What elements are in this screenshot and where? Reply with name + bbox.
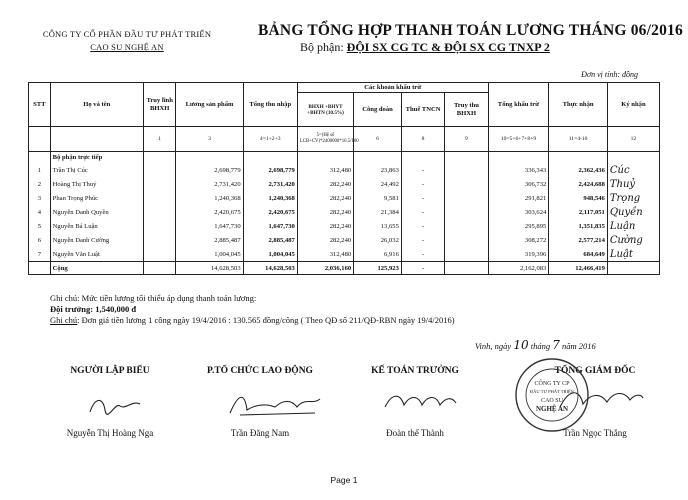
row-bhxh: 312,480 bbox=[297, 247, 353, 262]
row-tong-khau-tru: 306,732 bbox=[488, 177, 549, 191]
row-thue: - bbox=[401, 233, 444, 247]
index-cell bbox=[50, 127, 143, 152]
total-label: Cộng bbox=[50, 262, 143, 275]
index-cell: 8 bbox=[401, 127, 444, 152]
header-ky-nhan: Ký nhận bbox=[607, 83, 659, 127]
note-unit-price-text: : Đơn giá tiền lương 1 công ngày 19/4/2016 : 130.565 đồng/công ( Theo QĐ số 211/QĐ-RBN ngày 19/4/2016) bbox=[77, 315, 455, 325]
row-thue: - bbox=[401, 247, 444, 262]
header-cong-doan: Công đoàn bbox=[354, 93, 402, 127]
currency-unit: Đơn vị tính: đồng bbox=[581, 70, 638, 79]
row-signature: Cường bbox=[607, 233, 659, 247]
row-tong-khau-tru: 336,343 bbox=[488, 163, 549, 177]
row-thuc-nhan: 948,546 bbox=[549, 191, 608, 205]
row-stt: 1 bbox=[29, 163, 51, 177]
header-truy-linh: Truy lĩnh BHXH bbox=[143, 83, 176, 127]
row-tong-khau-tru: 295,895 bbox=[488, 219, 549, 233]
row-truy-linh bbox=[143, 163, 176, 177]
name-chief-accountant: Đoàn thế Thành bbox=[386, 428, 444, 438]
notes bbox=[50, 293, 455, 326]
row-tong-thu-nhap: 1,647,730 bbox=[243, 219, 297, 233]
role-general-director: TỔNG GIÁM ĐỐC bbox=[554, 366, 636, 376]
row-tong-thu-nhap: 1,240,368 bbox=[243, 191, 297, 205]
date-month-label: tháng bbox=[530, 341, 551, 351]
payroll-table bbox=[28, 82, 660, 275]
section-cell bbox=[607, 152, 659, 164]
row-signature: Thuỷ bbox=[607, 177, 659, 191]
role-labor: P.TỔ CHỨC LAO ĐỘNG bbox=[207, 366, 313, 376]
signature-chief-accountant bbox=[380, 385, 460, 415]
total-thue: - bbox=[401, 262, 444, 275]
row-luong-sp: 2,731,420 bbox=[176, 177, 243, 191]
company-name bbox=[22, 28, 232, 54]
index-cell bbox=[29, 127, 51, 152]
total-luong-sp: 14,628,503 bbox=[176, 262, 243, 275]
total-bhxh: 2,036,160 bbox=[297, 262, 353, 275]
row-thue: - bbox=[401, 177, 444, 191]
row-tong-khau-tru: 291,821 bbox=[488, 191, 549, 205]
row-signature: Luật bbox=[607, 247, 659, 262]
row-stt: 3 bbox=[29, 191, 51, 205]
payroll-rows bbox=[29, 163, 660, 262]
total-cong-doan: 125,923 bbox=[354, 262, 402, 275]
row-luong-sp: 2,420,675 bbox=[176, 205, 243, 219]
row-cong-doan: 24,492 bbox=[354, 177, 402, 191]
stamp-line-1: CÔNG TY CP bbox=[534, 381, 570, 387]
name-preparer: Nguyễn Thị Hoàng Nga bbox=[66, 428, 154, 438]
row-truy-thu bbox=[445, 233, 488, 247]
signature-general-director bbox=[555, 382, 645, 417]
total-cell bbox=[143, 262, 176, 275]
section-cell bbox=[143, 152, 176, 164]
signature-preparer bbox=[85, 392, 145, 422]
table-row bbox=[29, 233, 660, 247]
row-signature: Trọng bbox=[607, 191, 659, 205]
row-bhxh: 282,240 bbox=[297, 177, 353, 191]
header-stt: STT bbox=[29, 83, 51, 127]
row-stt: 5 bbox=[29, 219, 51, 233]
row-thue: - bbox=[401, 191, 444, 205]
row-tong-khau-tru: 308,272 bbox=[488, 233, 549, 247]
note-min-wage: Ghi chú: Mức tiền lương tối thiểu áp dụng thanh toán lương: bbox=[50, 293, 257, 303]
row-tong-thu-nhap: 2,885,487 bbox=[243, 233, 297, 247]
name-labor: Trần Đăng Nam bbox=[230, 428, 290, 438]
date-prefix: Vinh, ngày bbox=[475, 341, 512, 351]
note-unit-price bbox=[50, 315, 455, 326]
total-cell bbox=[607, 262, 659, 275]
row-luong-sp: 1,647,730 bbox=[176, 219, 243, 233]
section-cell bbox=[243, 152, 297, 164]
section-cell bbox=[488, 152, 549, 164]
row-truy-linh bbox=[143, 233, 176, 247]
row-truy-linh bbox=[143, 219, 176, 233]
row-signature: Cúc bbox=[607, 163, 659, 177]
section-cell bbox=[29, 152, 51, 164]
index-cell: 11=4-10 bbox=[549, 127, 608, 152]
row-cong-doan: 13,655 bbox=[354, 219, 402, 233]
table-row bbox=[29, 177, 660, 191]
row-tong-khau-tru: 303,624 bbox=[488, 205, 549, 219]
page-number: Page 1 bbox=[330, 475, 358, 485]
stamp-line-3: CAO SU bbox=[541, 398, 563, 404]
document-title: BẢNG TỔNG HỢP THANH TOÁN LƯƠNG THÁNG 06/2016 bbox=[258, 22, 683, 39]
header-bhxh: BHXH +BHYT +BHTN (10.5%) bbox=[297, 93, 353, 127]
index-cell: 12 bbox=[607, 127, 659, 152]
row-name: Hoàng Thị Thuỷ bbox=[50, 177, 143, 191]
header-khau-tru: Các khoản khấu trừ bbox=[297, 83, 488, 93]
total-tong-thu-nhap: 14,628,503 bbox=[243, 262, 297, 275]
row-stt: 4 bbox=[29, 205, 51, 219]
row-bhxh: 282,240 bbox=[297, 191, 353, 205]
row-cong-doan: 26,032 bbox=[354, 233, 402, 247]
row-name: Nguyễn Văn Luật bbox=[50, 247, 143, 262]
total-cell bbox=[445, 262, 488, 275]
stamp-line-4: NGHỆ AN bbox=[535, 405, 569, 413]
total-row bbox=[29, 262, 660, 275]
row-thue: - bbox=[401, 205, 444, 219]
row-signature: Luận bbox=[607, 219, 659, 233]
section-cell bbox=[445, 152, 488, 164]
table-row bbox=[29, 205, 660, 219]
row-name: Nguyễn Bá Luận bbox=[50, 219, 143, 233]
total-tong-khau-tru: 2,162,083 bbox=[488, 262, 549, 275]
row-thue: - bbox=[401, 163, 444, 177]
row-cong-doan: 9,581 bbox=[354, 191, 402, 205]
section-cell bbox=[176, 152, 243, 164]
index-cell: 5=(Hệ số LCB+CV)*2400000*10.5/100 bbox=[297, 127, 353, 152]
row-truy-linh bbox=[143, 247, 176, 262]
total-thuc-nhan: 12,466,419 bbox=[549, 262, 608, 275]
header-truy-thu: Truy thu BHXH bbox=[445, 93, 488, 127]
section-label: Bộ phận trực tiếp bbox=[50, 152, 143, 164]
row-tong-thu-nhap: 2,420,675 bbox=[243, 205, 297, 219]
row-truy-linh bbox=[143, 177, 176, 191]
table-row bbox=[29, 191, 660, 205]
note-label: Ghi chú bbox=[50, 315, 78, 325]
row-thuc-nhan: 2,577,214 bbox=[549, 233, 608, 247]
table-row bbox=[29, 247, 660, 262]
row-name: Nguyễn Danh Cường bbox=[50, 233, 143, 247]
total-cell bbox=[29, 262, 51, 275]
index-cell: 10=5+6+7+8+9 bbox=[488, 127, 549, 152]
row-signature: Quyền bbox=[607, 205, 659, 219]
row-luong-sp: 2,698,779 bbox=[176, 163, 243, 177]
row-truy-thu bbox=[445, 163, 488, 177]
section-cell bbox=[297, 152, 353, 164]
header-name: Họ và tên bbox=[50, 83, 143, 127]
row-truy-thu bbox=[445, 247, 488, 262]
row-thuc-nhan: 2,362,436 bbox=[549, 163, 608, 177]
index-cell: 9 bbox=[445, 127, 488, 152]
index-cell: 6 bbox=[354, 127, 402, 152]
role-chief-accountant: KẾ TOÁN TRƯỞNG bbox=[371, 366, 459, 376]
department-label: Bộ phận: bbox=[300, 40, 344, 54]
row-stt: 7 bbox=[29, 247, 51, 262]
header-thue: Thuế TNCN bbox=[401, 93, 444, 127]
company-line-2: CAO SU NGHỆ AN bbox=[90, 42, 164, 52]
signature-labor bbox=[225, 385, 325, 420]
row-luong-sp: 1,240,368 bbox=[176, 191, 243, 205]
section-cell bbox=[401, 152, 444, 164]
stamp-line-2: ĐẦU TƯ PHÁT TRIỂN bbox=[529, 389, 575, 394]
row-name: Nguyễn Danh Quyền bbox=[50, 205, 143, 219]
index-cell: 1 bbox=[143, 127, 176, 152]
role-preparer: NGƯỜI LẬP BIỂU bbox=[70, 366, 150, 376]
row-truy-thu bbox=[445, 219, 488, 233]
header-tong-khau-tru: Tổng khấu trừ bbox=[488, 83, 549, 127]
row-bhxh: 282,240 bbox=[297, 219, 353, 233]
note-team-leader: Đội trưởng: 1,540,000 đ bbox=[50, 304, 137, 314]
row-luong-sp: 2,885,487 bbox=[176, 233, 243, 247]
row-thuc-nhan: 684,649 bbox=[549, 247, 608, 262]
row-tong-khau-tru: 319,396 bbox=[488, 247, 549, 262]
header-luong-san-pham: Lương sản phẩm bbox=[176, 83, 243, 127]
index-cell: 4=1+2+3 bbox=[243, 127, 297, 152]
row-luong-sp: 1,004,045 bbox=[176, 247, 243, 262]
date-month: 7 bbox=[552, 338, 560, 352]
row-thuc-nhan: 2,424,688 bbox=[549, 177, 608, 191]
row-truy-linh bbox=[143, 191, 176, 205]
document-date bbox=[475, 338, 596, 352]
row-bhxh: 282,240 bbox=[297, 205, 353, 219]
header-thuc-nhan: Thực nhận bbox=[549, 83, 608, 127]
table-row bbox=[29, 163, 660, 177]
row-thue: - bbox=[401, 219, 444, 233]
index-cell: 3 bbox=[176, 127, 243, 152]
row-stt: 2 bbox=[29, 177, 51, 191]
row-name: Phan Trọng Phúc bbox=[50, 191, 143, 205]
row-tong-thu-nhap: 2,698,779 bbox=[243, 163, 297, 177]
row-tong-thu-nhap: 2,731,420 bbox=[243, 177, 297, 191]
row-stt: 6 bbox=[29, 233, 51, 247]
row-cong-doan: 23,863 bbox=[354, 163, 402, 177]
section-cell bbox=[549, 152, 608, 164]
row-name: Trần Thị Cúc bbox=[50, 163, 143, 177]
row-truy-thu bbox=[445, 191, 488, 205]
department bbox=[300, 40, 550, 55]
row-bhxh: 312,480 bbox=[297, 163, 353, 177]
name-general-director: Trần Ngọc Thắng bbox=[563, 428, 627, 438]
row-cong-doan: 21,384 bbox=[354, 205, 402, 219]
row-cong-doan: 6,916 bbox=[354, 247, 402, 262]
row-truy-thu bbox=[445, 205, 488, 219]
date-day: 10 bbox=[513, 338, 529, 352]
table-row bbox=[29, 219, 660, 233]
row-truy-thu bbox=[445, 177, 488, 191]
row-tong-thu-nhap: 1,004,045 bbox=[243, 247, 297, 262]
department-value: ĐỘI SX CG TC & ĐỘI SX CG TNXP 2 bbox=[346, 40, 550, 54]
row-bhxh: 282,240 bbox=[297, 233, 353, 247]
section-cell bbox=[354, 152, 402, 164]
header-tong-thu-nhap: Tổng thu nhập bbox=[243, 83, 297, 127]
company-line-1: CÔNG TY CỔ PHẦN ĐẦU TƯ PHÁT TRIỂN bbox=[42, 29, 212, 39]
row-thuc-nhan: 1,351,835 bbox=[549, 219, 608, 233]
date-suffix: năm 2016 bbox=[562, 341, 596, 351]
row-truy-linh bbox=[143, 205, 176, 219]
row-thuc-nhan: 2,117,051 bbox=[549, 205, 608, 219]
